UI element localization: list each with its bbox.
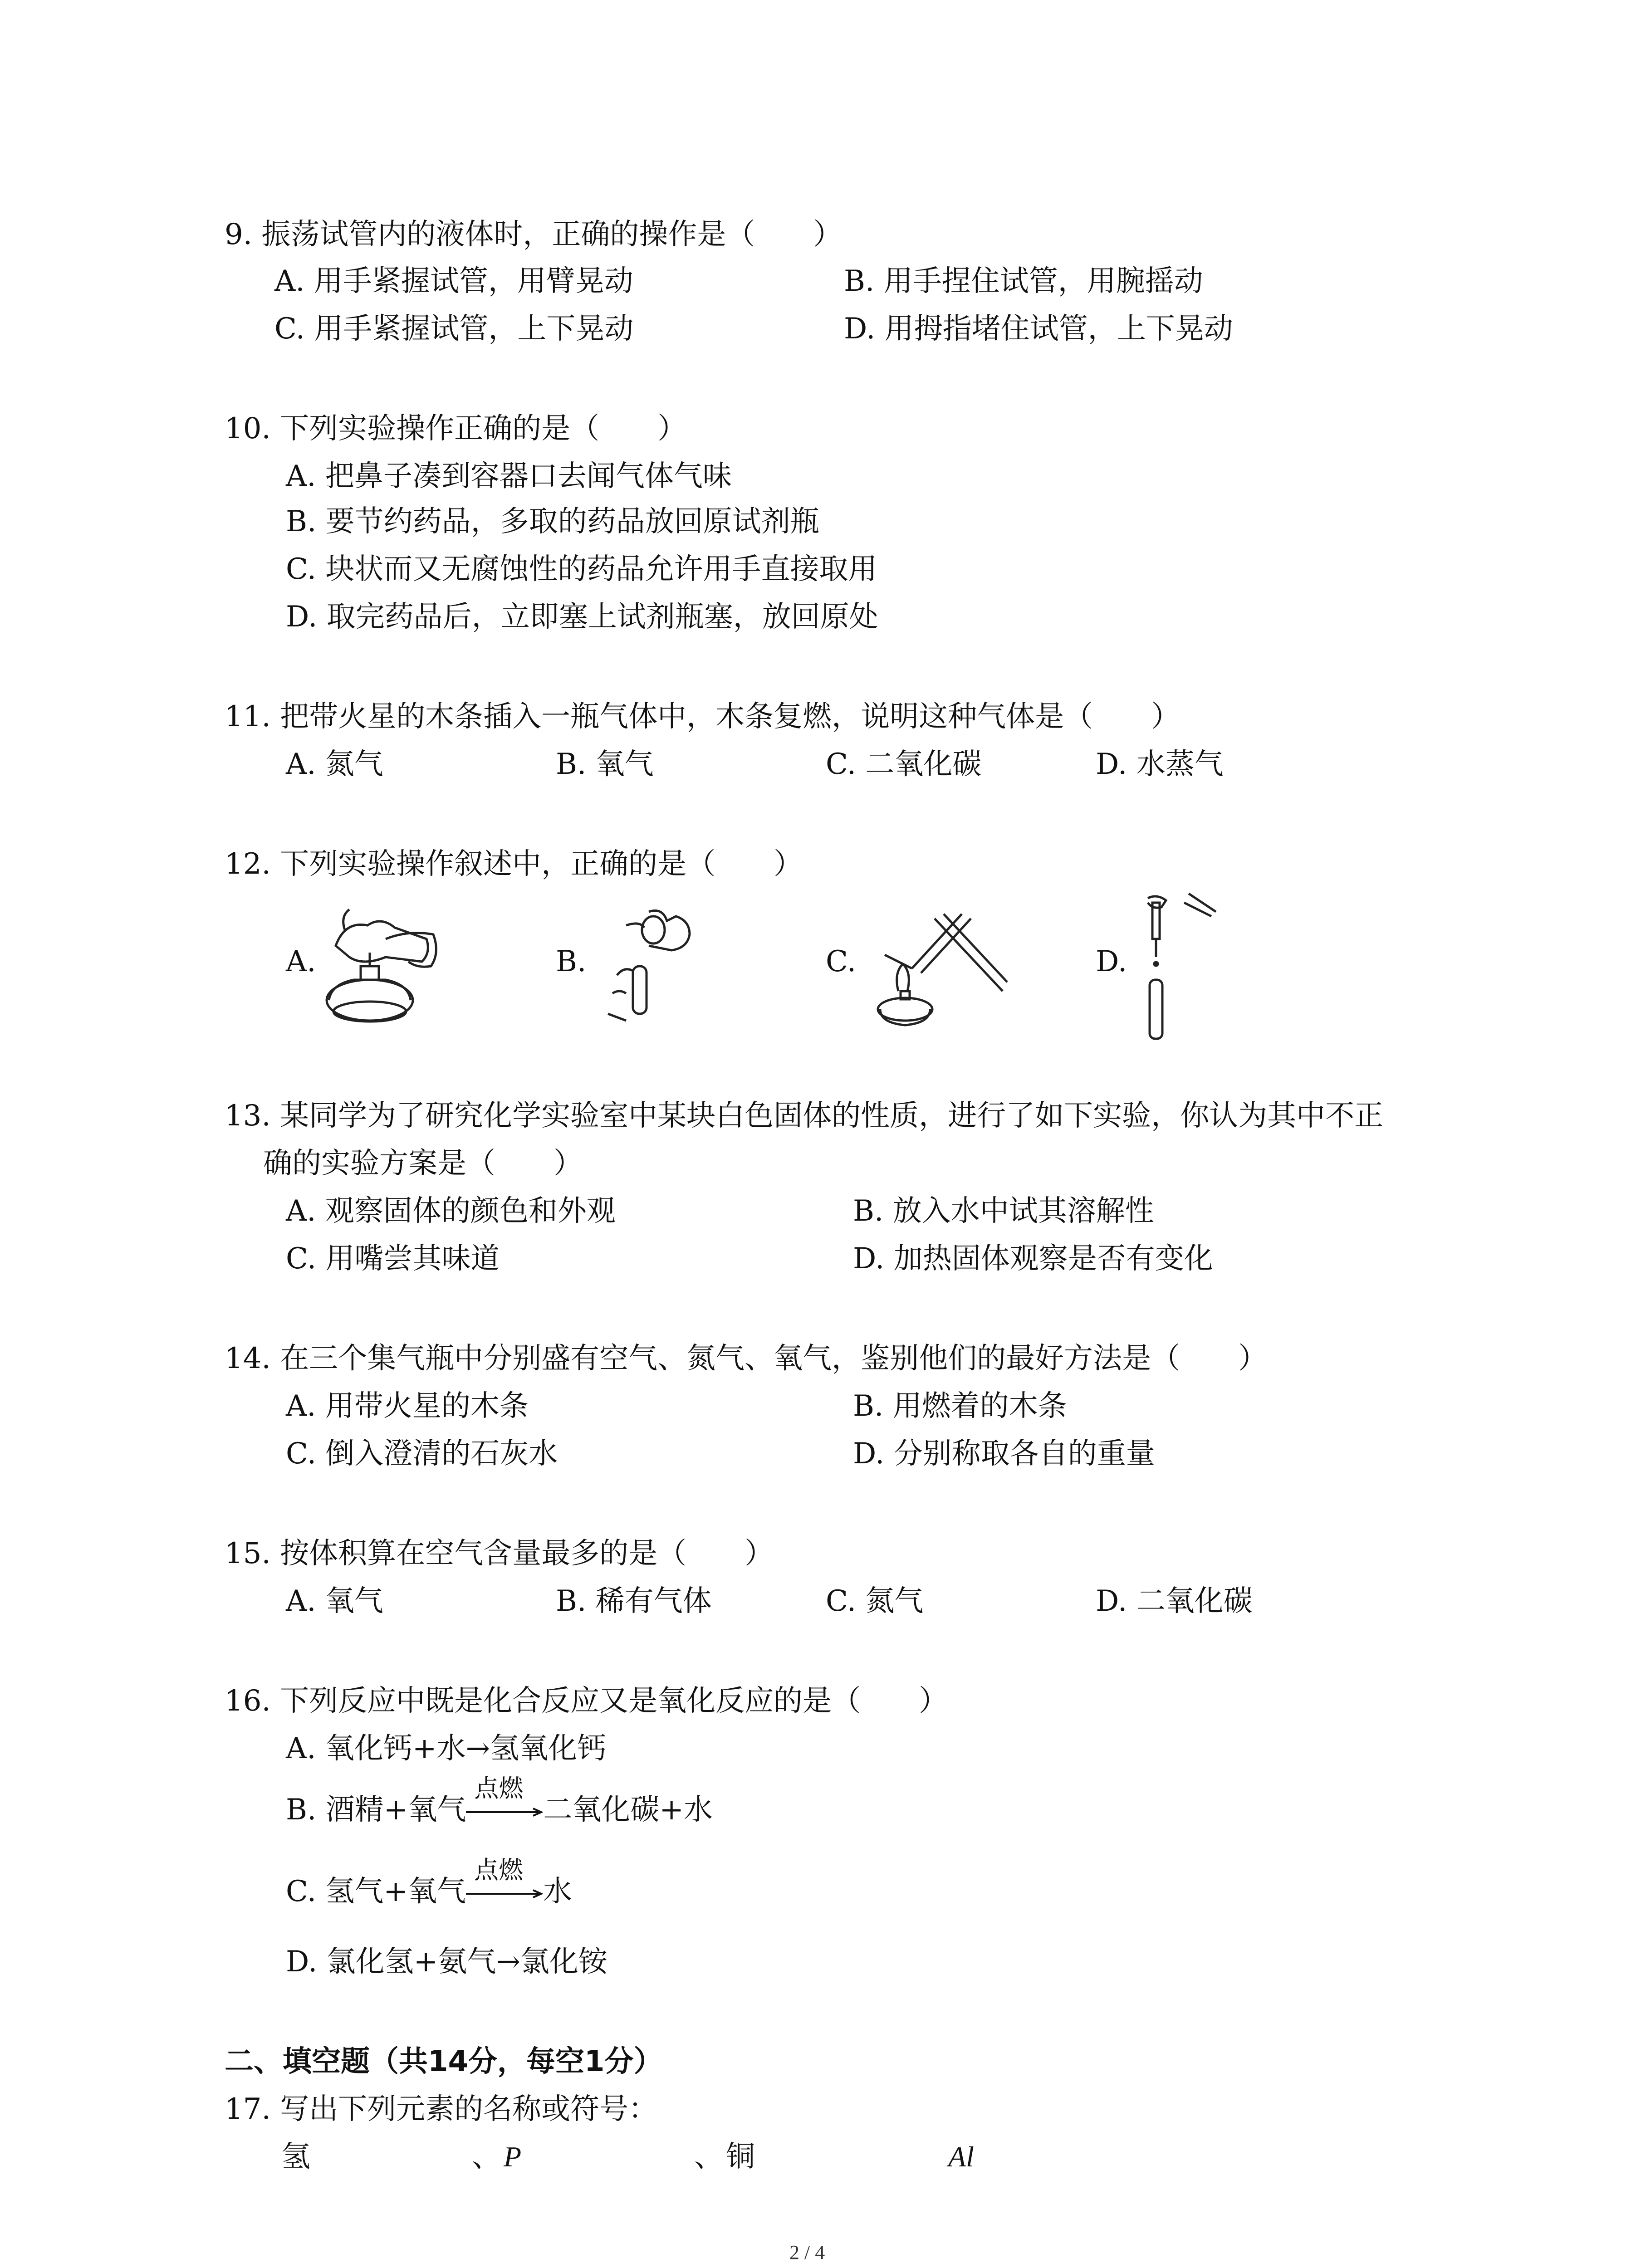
q10-option-a: A. 把鼻子凑到容器口去闻气体气味 (286, 459, 732, 493)
q11-option-c: C. 二氧化碳 (826, 748, 982, 781)
q15-stem: 15. 按体积算在空气含量最多的是（ ） (225, 1537, 774, 1570)
q13-option-d: D. 加热固体观察是否有变化 (853, 1242, 1213, 1276)
q14-stem: 14. 在三个集气瓶中分别盛有空气、氮气、氧气，鉴别他们的最好方法是（ ） (225, 1342, 1268, 1375)
pouring-liquid-figure (599, 903, 717, 1025)
q9-option-d: D. 用拇指堵住试管，上下晃动 (844, 312, 1233, 346)
q16-option-d: D. 氯化氢+氨气→氯化铵 (286, 1945, 607, 1979)
q10-option-d: D. 取完药品后，立即塞上试剂瓶塞，放回原处 (286, 600, 878, 634)
arrow-icon (466, 1889, 543, 1898)
q13-stem-line2: 确的实验方案是（ ） (263, 1147, 583, 1180)
q12-stem: 12. 下列实验操作叙述中，正确的是（ ） (225, 847, 803, 881)
q11-stem: 11. 把带火星的木条插入一瓶气体中，木条复燃，说明这种气体是（ ） (225, 700, 1181, 733)
arrow-icon (466, 1808, 543, 1817)
q13-option-b: B. 放入水中试其溶解性 (853, 1194, 1154, 1228)
q9-option-c: C. 用手紧握试管，上下晃动 (274, 312, 634, 346)
reaction-arrow (466, 1855, 543, 1912)
q17-separator-2: 、 (694, 2140, 723, 2174)
q10-option-c: C. 块状而又无腐蚀性的药品允许用手直接取用 (286, 552, 877, 586)
q16-option-b-products: 二氧化碳+水 (543, 1793, 713, 1827)
q9-option-a: A. 用手紧握试管，用臂晃动 (274, 264, 633, 298)
dropper-test-tube-figure (1134, 889, 1225, 1043)
q13-option-a: A. 观察固体的颜色和外观 (286, 1194, 616, 1228)
q17-separator-1: 、 (472, 2140, 501, 2174)
q14-option-b: B. 用燃着的木条 (853, 1389, 1067, 1423)
q9-stem: 9. 振荡试管内的液体时，正确的操作是（ ） (225, 218, 843, 251)
heating-test-tube-figure (867, 900, 1012, 1036)
q10-stem: 10. 下列实验操作正确的是（ ） (225, 412, 687, 445)
q16-option-c (286, 1855, 572, 1912)
q11-option-d: D. 水蒸气 (1096, 748, 1224, 781)
q13-stem-line1: 13. 某同学为了研究化学实验室中某块白色固体的性质，进行了如下实验，你认为其中不正 (225, 1099, 1384, 1133)
q17-item-hydrogen: 氢 (281, 2140, 310, 2174)
q16-option-b-reactants: B. 酒精+氧气 (286, 1793, 466, 1827)
q13-option-c: C. 用嘴尝其味道 (286, 1242, 500, 1276)
q15-option-d: D. 二氧化碳 (1096, 1584, 1253, 1618)
q16-option-c-reactants: C. 氢气+氧气 (286, 1875, 466, 1908)
q10-option-b: B. 要节约药品，多取的药品放回原试剂瓶 (286, 505, 819, 538)
q16-option-a: A. 氧化钙+水→氢氧化钙 (286, 1732, 607, 1765)
q14-option-a: A. 用带火星的木条 (286, 1389, 529, 1423)
q14-option-d: D. 分别称取各自的重量 (853, 1437, 1155, 1471)
reaction-condition: 点燃 (474, 1774, 524, 1803)
q16-option-c-products: 水 (543, 1875, 572, 1908)
q16-stem: 16. 下列反应中既是化合反应又是氧化反应的是（ ） (225, 1684, 948, 1718)
q15-option-c: C. 氮气 (826, 1584, 924, 1618)
q17-stem: 17. 写出下列元素的名称或符号： (225, 2092, 658, 2126)
q12-option-a-label: A. (286, 945, 316, 978)
section-title-fill-in: 二、填空题（共14分，每空1分） (225, 2045, 663, 2078)
q17-item-copper: 铜 (726, 2140, 755, 2174)
q11-option-b: B. 氧气 (556, 748, 654, 781)
q12-option-c-label: C. (826, 945, 857, 978)
q9-option-b: B. 用手捏住试管，用腕摇动 (844, 264, 1203, 298)
q15-option-a: A. 氧气 (286, 1584, 383, 1618)
q11-option-a: A. 氮气 (286, 748, 383, 781)
q12-option-d-label: D. (1096, 945, 1127, 978)
q15-option-b: B. 稀有气体 (556, 1584, 712, 1618)
q16-option-b (286, 1774, 713, 1830)
reaction-arrow (466, 1774, 543, 1830)
q12-option-b-label: B. (556, 945, 587, 978)
q14-option-c: C. 倒入澄清的石灰水 (286, 1437, 558, 1471)
alcohol-lamp-lighting-figure (318, 903, 445, 1030)
q17-item-p: P (504, 2141, 522, 2173)
reaction-condition: 点燃 (474, 1855, 523, 1884)
q17-item-al: Al (948, 2141, 974, 2173)
page-number: 2 / 4 (789, 2241, 825, 2263)
